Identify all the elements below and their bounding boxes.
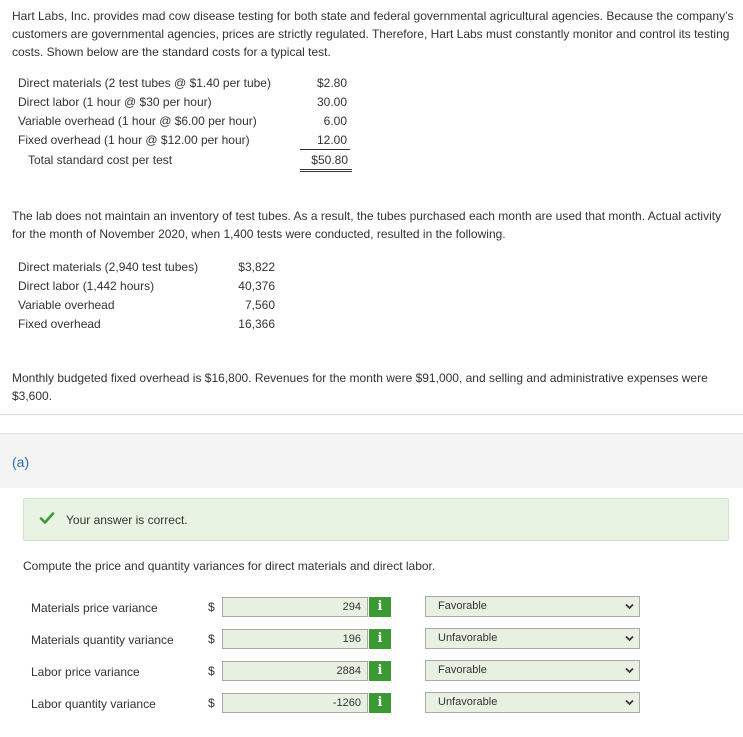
info-icon[interactable]: i	[369, 597, 391, 617]
variance-type-select[interactable]	[425, 660, 640, 681]
actual-cost-label: Fixed overhead	[18, 317, 101, 331]
currency-symbol: $	[208, 664, 215, 678]
checkmark-icon	[39, 510, 55, 526]
feedback-message: Your answer is correct.	[66, 513, 188, 527]
currency-symbol: $	[208, 696, 215, 710]
variance-amount-input[interactable]: 2884	[222, 661, 368, 681]
actual-cost-amount: 7,560	[244, 298, 275, 312]
section-header	[0, 433, 743, 488]
variance-type-select[interactable]	[425, 692, 640, 713]
standard-cost-label: Fixed overhead (1 hour @ $12.00 per hour)	[18, 133, 250, 147]
standard-cost-amount: 30.00	[316, 95, 347, 109]
standard-cost-label: Direct labor (1 hour @ $30 per hour)	[18, 95, 212, 109]
standard-cost-amount: $2.80	[316, 76, 347, 90]
standard-cost-amount: 6.00	[323, 114, 347, 128]
info-icon[interactable]: i	[369, 693, 391, 713]
chevron-down-icon	[625, 667, 634, 674]
variance-type-selected: Favorable	[438, 664, 487, 676]
info-icon[interactable]: i	[369, 629, 391, 649]
intro-paragraph: Hart Labs, Inc. provides mad cow disease testing for both state and federal governmental agricultural agencies. Because the company’s customers are governmental agencies, prices are strictly regulated. Therefore, Hart Labs must constantly monitor and control its testing costs. Shown below are the standard costs for a typical test.	[12, 9, 734, 59]
currency-symbol: $	[208, 600, 215, 614]
standard-cost-total-label: Total standard cost per test	[28, 153, 173, 167]
variance-label: Labor quantity variance	[31, 697, 156, 711]
variance-type-select[interactable]	[425, 596, 640, 617]
chevron-down-icon	[625, 635, 634, 642]
actual-cost-amount: 16,366	[238, 317, 275, 331]
chevron-down-icon	[625, 699, 634, 706]
actual-cost-label: Direct labor (1,442 hours)	[18, 279, 155, 293]
standard-cost-amount: 12.00	[300, 133, 350, 150]
variance-type-select[interactable]	[425, 628, 640, 649]
variance-label: Labor price variance	[31, 665, 140, 679]
standard-cost-label: Variable overhead (1 hour @ $6.00 per hour)	[18, 114, 257, 128]
section-label: (a)	[12, 454, 30, 470]
variance-type-selected: Favorable	[438, 600, 487, 612]
standard-cost-total-amount: $50.80	[300, 153, 352, 172]
variance-type-selected: Unfavorable	[438, 696, 498, 708]
currency-symbol: $	[208, 632, 215, 646]
chevron-down-icon	[625, 603, 634, 610]
variance-amount-input[interactable]: -1260	[222, 693, 368, 713]
actual-cost-amount: 40,376	[238, 279, 275, 293]
actual-cost-amount: $3,822	[238, 260, 275, 274]
budget-note-paragraph: Monthly budgeted fixed overhead is $16,800. Revenues for the month were $91,000, and selling and administrative expenses were $3,600.	[12, 371, 708, 403]
variance-type-selected: Unfavorable	[438, 632, 498, 644]
variance-amount-input[interactable]: 196	[222, 629, 368, 649]
actual-cost-label: Variable overhead	[18, 298, 115, 312]
divider	[0, 414, 743, 415]
variance-label: Materials quantity variance	[31, 633, 174, 647]
standard-cost-label: Direct materials (2 test tubes @ $1.40 per tube)	[18, 76, 271, 90]
info-icon[interactable]: i	[369, 661, 391, 681]
variance-label: Materials price variance	[31, 601, 158, 615]
actual-activity-paragraph: The lab does not maintain an inventory of test tubes. As a result, the tubes purchased each month are used that month. Actual activity for the month of November 2020, when 1,400 tests were conducted, resulted in the following.	[12, 209, 722, 241]
instruction-text: Compute the price and quantity variances for direct materials and direct labor.	[23, 559, 436, 573]
variance-amount-input[interactable]: 294	[222, 597, 368, 617]
actual-cost-label: Direct materials (2,940 test tubes)	[18, 260, 199, 274]
feedback-banner	[23, 498, 729, 541]
